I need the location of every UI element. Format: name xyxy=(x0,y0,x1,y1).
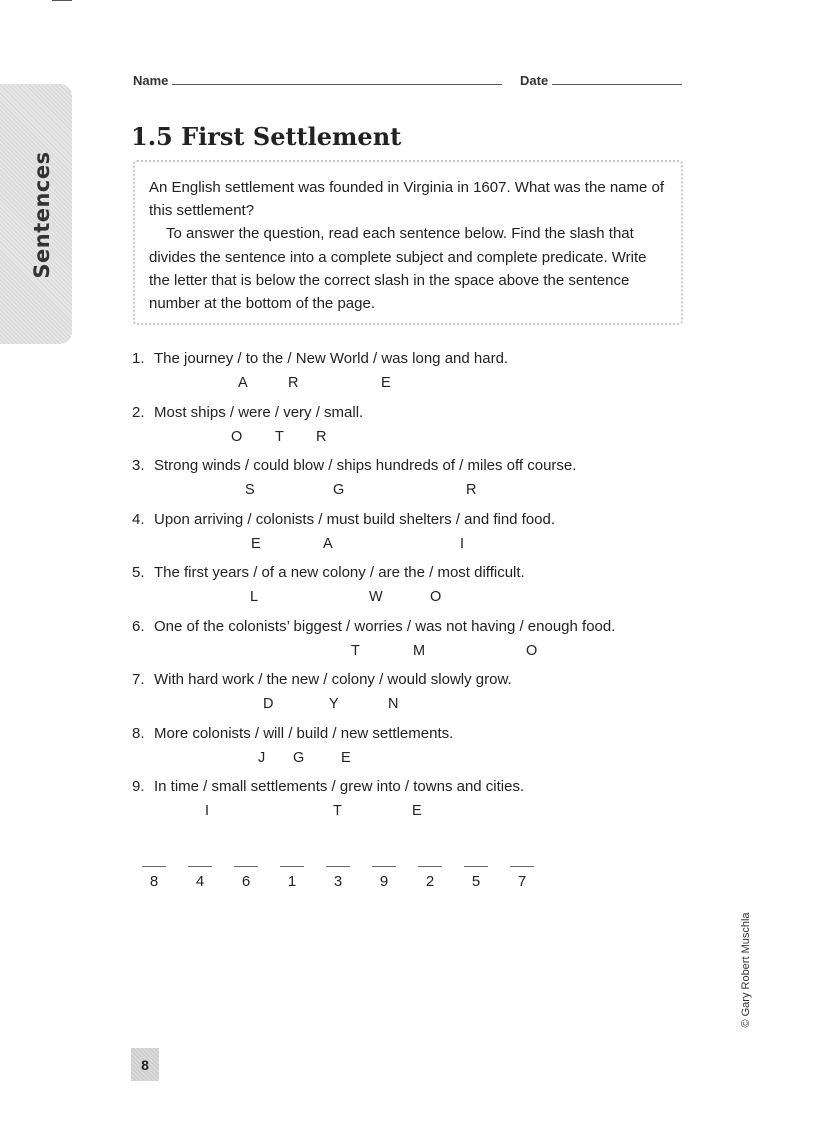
answer-letter: T xyxy=(351,642,360,659)
answer-slot[interactable] xyxy=(510,860,534,890)
sentence-item xyxy=(132,457,692,511)
date-field xyxy=(520,73,682,88)
sentence-text: In time / small settlements / grew into / towns and cities. xyxy=(154,778,525,795)
answer-letter: S xyxy=(245,482,255,498)
answer-slot[interactable] xyxy=(234,860,258,890)
answer-letter: Y xyxy=(329,696,339,712)
answer-slot-number: 9 xyxy=(379,873,389,890)
answer-letter: E xyxy=(412,803,422,819)
sentence-item xyxy=(132,618,692,672)
answer-slot[interactable] xyxy=(418,860,442,890)
sentence-list xyxy=(132,350,692,832)
answer-letter: O xyxy=(430,589,442,605)
answer-slot-number: 6 xyxy=(241,873,251,890)
answer-letter: G xyxy=(333,482,345,498)
sentence-number: 5. xyxy=(132,564,145,581)
answer-slot-number: 1 xyxy=(287,873,297,890)
answer-letter: D xyxy=(263,696,274,712)
answer-slot-number: 2 xyxy=(425,873,435,890)
sentence-item xyxy=(132,778,692,832)
sentence-text: Upon arriving / colonists / must build shelters / and find food. xyxy=(154,510,556,528)
answer-letter: W xyxy=(369,589,383,605)
date-label: Date xyxy=(520,73,549,88)
page-number-label: 8 xyxy=(141,1056,149,1073)
answer-blank[interactable] xyxy=(280,860,304,867)
sentence-item xyxy=(132,671,692,725)
answer-letter: A xyxy=(238,375,248,391)
sentence-number: 3. xyxy=(132,457,145,474)
sentence-text: The first years / of a new colony / are the / most difficult. xyxy=(154,564,525,581)
answer-blank[interactable] xyxy=(372,860,396,867)
answer-letter: M xyxy=(413,642,426,659)
answer-letter: T xyxy=(275,428,284,445)
sentence-number: 1. xyxy=(132,350,145,367)
instruction-paragraph-1: An English settlement was founded in Virginia in 1607. What was the name of this settlement? xyxy=(149,179,665,220)
sentence-text: With hard work / the new / colony / would slowly grow. xyxy=(154,671,512,688)
answer-slot-number: 8 xyxy=(149,873,159,890)
answer-blank[interactable] xyxy=(510,860,534,867)
answer-blank[interactable] xyxy=(142,860,166,867)
sentence-number: 6. xyxy=(132,617,145,635)
name-field xyxy=(133,73,502,88)
page-corner-mark xyxy=(52,0,72,1)
page-number xyxy=(131,1048,159,1081)
answer-letter: N xyxy=(388,696,399,712)
sentence-item xyxy=(132,725,692,779)
answer-letter: G xyxy=(293,749,305,766)
answer-letter: L xyxy=(250,589,259,605)
sentence-number: 7. xyxy=(132,671,145,688)
sentence-text: Strong winds / could blow / ships hundreds of / miles off course. xyxy=(154,457,577,474)
answer-letter: E xyxy=(381,375,391,391)
answer-slot[interactable] xyxy=(326,860,350,890)
answer-letter: R xyxy=(466,482,477,498)
answer-slot-number: 7 xyxy=(517,873,527,890)
sentence-number: 9. xyxy=(132,778,145,795)
answer-blank[interactable] xyxy=(234,860,258,867)
instruction-box xyxy=(133,160,683,325)
answer-slot-number: 3 xyxy=(333,873,343,890)
copyright-notice: © Gary Robert Muschla xyxy=(740,912,752,1028)
section-side-tab-label: Sentences xyxy=(30,151,54,279)
answer-letter: A xyxy=(323,535,333,552)
answer-letter: I xyxy=(205,803,210,819)
sentence-text: One of the colonists’ biggest / worries / was not having / enough food. xyxy=(154,617,616,635)
worksheet-title: 1.5 First Settlement xyxy=(131,122,402,151)
answer-letter: I xyxy=(460,535,465,552)
sentence-item xyxy=(132,404,692,458)
answer-slot[interactable] xyxy=(464,860,488,890)
answer-blank[interactable] xyxy=(418,860,442,867)
instruction-paragraph-2: To answer the question, read each sentence below. Find the slash that divides the sentence into a complete subject and complete predicate. Write the letter that is below the correct slash in the space above the sentence number at the bottom of the page. xyxy=(149,225,647,313)
name-blank-line[interactable] xyxy=(172,83,502,85)
answer-slot[interactable] xyxy=(142,860,166,890)
answer-blank[interactable] xyxy=(326,860,350,867)
answer-letter: R xyxy=(316,428,327,445)
answer-blank[interactable] xyxy=(464,860,488,867)
answer-letter: J xyxy=(258,749,266,766)
answer-blank[interactable] xyxy=(188,860,212,867)
sentence-text: Most ships / were / very / small. xyxy=(154,403,364,421)
date-blank-line[interactable] xyxy=(552,83,682,85)
answer-slot[interactable] xyxy=(372,860,396,890)
sentence-text: More colonists / will / build / new settlements. xyxy=(154,724,454,742)
name-label: Name xyxy=(133,73,169,88)
answer-letter: E xyxy=(251,535,261,552)
sentence-number: 8. xyxy=(132,724,145,742)
sentence-text: The journey / to the / New World / was long and hard. xyxy=(154,350,509,367)
sentence-item xyxy=(132,350,692,404)
sentence-item xyxy=(132,564,692,618)
sentence-number: 2. xyxy=(132,403,145,421)
sentence-item xyxy=(132,511,692,565)
answer-slot[interactable] xyxy=(188,860,212,890)
answer-slot[interactable] xyxy=(280,860,304,890)
sentence-number: 4. xyxy=(132,510,145,528)
answer-letter: T xyxy=(333,803,342,819)
answer-letter: E xyxy=(341,749,351,766)
answer-letter: O xyxy=(526,642,538,659)
answer-slot-number: 4 xyxy=(195,873,205,890)
answer-letter: R xyxy=(288,375,299,391)
answer-slot-number: 5 xyxy=(471,873,481,890)
answer-letter: O xyxy=(231,428,243,445)
